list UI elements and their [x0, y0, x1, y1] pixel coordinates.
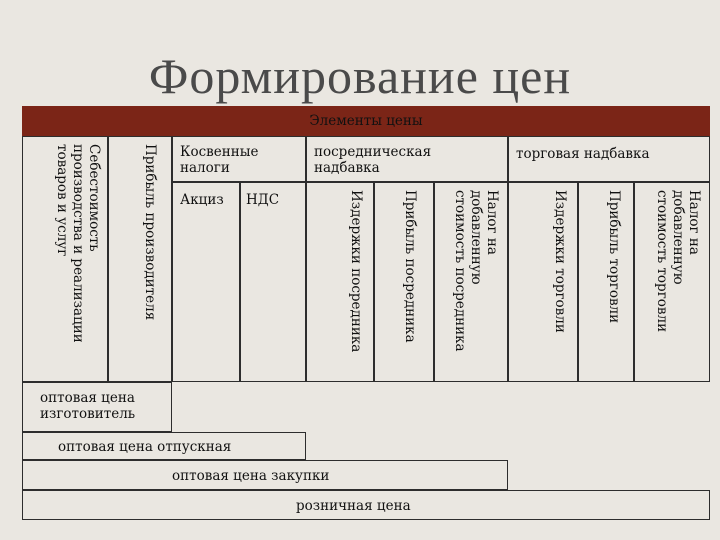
- producer-profit-label: Прибыль производителя: [142, 144, 158, 321]
- indirect-taxes-label: Косвенные налоги: [180, 144, 259, 176]
- producer-profit-cell: [108, 136, 172, 382]
- excise-cell: [172, 182, 240, 382]
- trade-markup-label: торговая надбавка: [516, 146, 650, 162]
- price-manufacturer-label: оптовая цена изготовитель: [40, 390, 136, 422]
- price-wholesale-purchase-label: оптовая цена закупки: [172, 468, 330, 484]
- trade-vat-label: Налог на добавленную стоимость торговли: [654, 190, 702, 333]
- table-header-label: Элементы цены: [309, 113, 423, 129]
- price-wholesale-release-label: оптовая цена отпускная: [58, 439, 232, 455]
- vat-label: НДС: [246, 192, 280, 208]
- intermediary-costs-label: Издержки посредника: [348, 190, 364, 353]
- excise-label: Акциз: [180, 192, 224, 208]
- trade-profit-label: Прибыль торговли: [606, 190, 622, 324]
- intermediary-profit-label: Прибыль посредника: [402, 190, 418, 343]
- vat-cell: [240, 182, 306, 382]
- cost-label: Себестоимость производства и реализации товаров и услуг: [54, 144, 102, 343]
- intermediary-vat-label: Налог на добавленную стоимость посредника: [452, 190, 500, 352]
- price-retail-label: розничная цена: [296, 498, 411, 514]
- intermediary-markup-label: посредническая надбавка: [314, 144, 432, 176]
- trade-costs-label: Издержки торговли: [552, 190, 568, 333]
- slide-title: Формирование цен: [148, 48, 572, 104]
